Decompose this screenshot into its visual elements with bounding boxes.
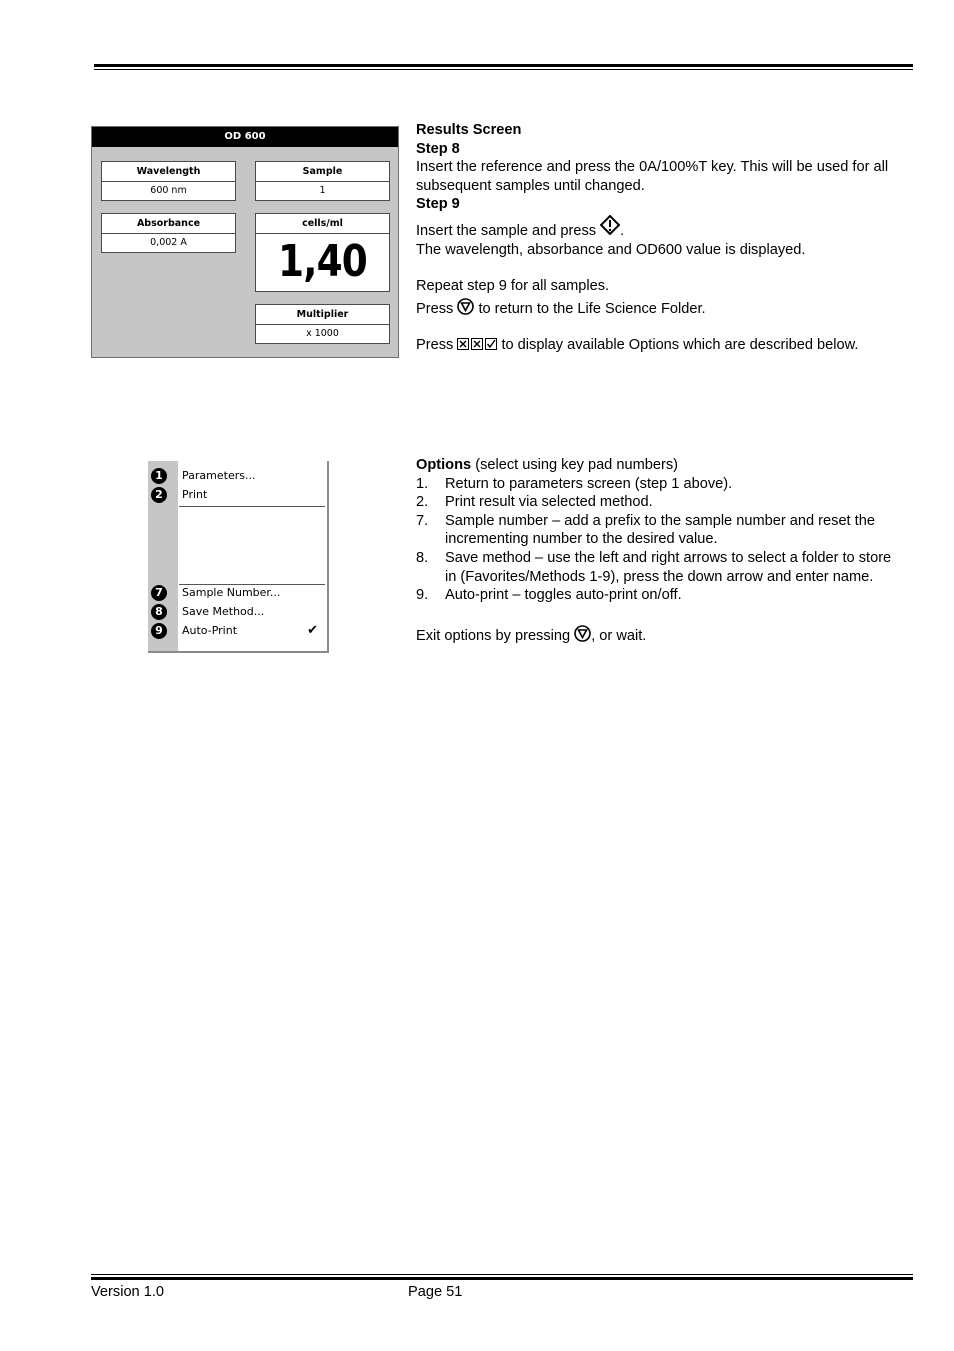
options-heading-line xyxy=(416,456,896,475)
repeat-text: Repeat step 9 for all samples. xyxy=(416,278,610,295)
footer-version: Version 1.0 xyxy=(91,1284,165,1300)
press-text: Press xyxy=(416,337,454,354)
options-heading: Options xyxy=(416,457,472,473)
options-menu-image xyxy=(148,461,329,653)
screen-title: OD 600 xyxy=(92,127,398,147)
step8-heading: Step 8 xyxy=(416,140,460,157)
press-stop-text: to return to the Life Science Folder. xyxy=(478,300,706,317)
menu-item-label: Auto-Print xyxy=(182,624,238,637)
footer-rule-thin xyxy=(91,1274,913,1275)
press-options-line xyxy=(416,336,896,355)
number-2-icon: 2 xyxy=(151,487,167,503)
list-item: 8. Save method – use the left and right arrows to select a folder to store in (Favorites/Methods 1-9), press the down arrow and enter name. xyxy=(416,549,892,585)
wavelength-field xyxy=(101,161,236,201)
options-list xyxy=(416,475,896,605)
wavelength-value: 600 nm xyxy=(150,185,187,196)
menu-item-parameters[interactable] xyxy=(148,467,326,485)
menu-item-auto-print[interactable] xyxy=(148,622,326,640)
step9-text-b: The wavelength, absorbance and OD600 value is displayed. xyxy=(416,241,806,258)
menu-item-sample-number[interactable] xyxy=(148,584,326,602)
cells-value: 1,40 xyxy=(278,236,367,287)
results-heading: Results Screen xyxy=(416,122,522,138)
press-options-text: to display available Options which are described below. xyxy=(501,337,859,354)
number-9-icon: 9 xyxy=(151,623,167,639)
multiplier-label: Multiplier xyxy=(256,305,389,325)
results-screen-image xyxy=(91,126,399,358)
menu-item-label: Parameters... xyxy=(182,469,256,482)
absorbance-label: Absorbance xyxy=(102,214,235,234)
stop-key-icon xyxy=(574,625,591,642)
sample-field xyxy=(255,161,390,201)
number-7-icon: 7 xyxy=(151,585,167,601)
sample-label: Sample xyxy=(256,162,389,182)
absorbance-field xyxy=(101,213,236,253)
multiplier-value: x 1000 xyxy=(306,328,339,339)
stop-key-icon xyxy=(457,298,474,315)
checkmark-icon: ✔ xyxy=(307,623,318,638)
number-8-icon: 8 xyxy=(151,604,167,620)
footer-page-number: Page 51 xyxy=(408,1284,463,1300)
multiplier-field xyxy=(255,304,390,344)
footer-rule-thick xyxy=(91,1277,913,1280)
options-text-block xyxy=(416,456,896,645)
step9-line-a xyxy=(416,215,896,241)
results-text-block xyxy=(416,121,896,355)
step9-text-a: Insert the sample and press xyxy=(416,222,597,239)
header-rule-thin xyxy=(94,69,913,70)
menu-separator xyxy=(179,506,325,507)
cells-label: cells/ml xyxy=(256,214,389,234)
options-keys-icon xyxy=(457,338,497,351)
number-1-icon: 1 xyxy=(151,468,167,484)
menu-item-save-method[interactable] xyxy=(148,603,326,621)
sample-value: 1 xyxy=(319,185,326,196)
start-key-icon xyxy=(600,215,620,235)
list-item: 1. Return to parameters screen (step 1 above). xyxy=(416,475,733,492)
list-item: 2. Print result via selected method. xyxy=(416,494,653,511)
exit-text-a: Exit options by pressing xyxy=(416,627,571,644)
absorbance-value: 0,002 A xyxy=(150,237,187,248)
options-heading-suffix: (select using key pad numbers) xyxy=(475,457,678,473)
list-item: 7. Sample number – add a prefix to the sample number and reset the incrementing number to the desired value. xyxy=(416,512,875,548)
press-text: Press xyxy=(416,300,454,317)
header-rule-thick xyxy=(94,64,913,67)
cells-field xyxy=(255,213,390,292)
list-item: 9. Auto-print – toggles auto-print on/off. xyxy=(416,587,682,604)
menu-item-label: Print xyxy=(182,488,208,501)
period: . xyxy=(620,222,625,239)
press-stop-line xyxy=(416,298,896,319)
step8-text: Insert the reference and press the 0A/100%T key. This will be used for all subsequent samples until changed. xyxy=(416,159,889,194)
step9-heading: Step 9 xyxy=(416,196,460,213)
wavelength-label: Wavelength xyxy=(102,162,235,182)
exit-line xyxy=(416,625,896,646)
menu-item-label: Save Method... xyxy=(182,605,265,618)
exit-text-b: , or wait. xyxy=(591,627,647,644)
menu-item-label: Sample Number... xyxy=(182,586,281,599)
menu-item-print[interactable] xyxy=(148,486,326,504)
